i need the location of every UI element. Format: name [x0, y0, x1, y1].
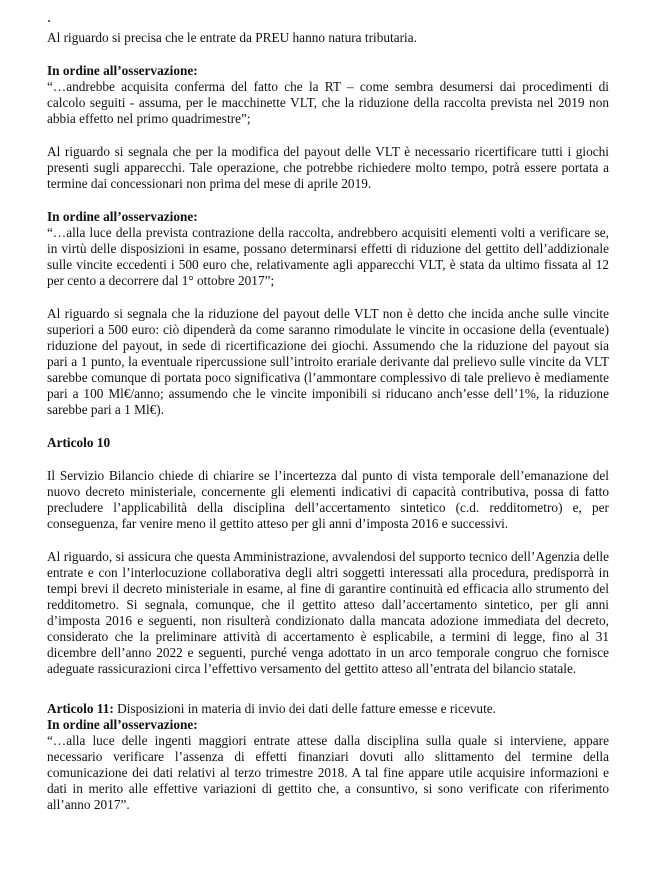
paragraph-redditometro: Al riguardo, si assicura che questa Amministrazione, avvalendosi del supporto tecnico dell’Agenzia delle entrate e con l’interlocuzione collaborativa degli altri soggetti interessati alla procedura, predisporrà in tempi brevi il decreto ministeriale in esame, al fine di garantire continuità ed efficacia allo strumento del redditometro. Si segnala, comunque, che il gettito atteso dall’accertamento sintetico, per gli anni d’imposta 2016 e seguenti, non risulterà condizionato dalla mancata adozione immediata del decreto, considerato che la preliminare attività di accertamento è esplicabile, a termini di legge, fino al 31 dicembre dell’anno 2022 e seguenti, purché venga adottato in un arco temporale congruo che fornisce adeguate rassicurazioni circa l’effettivo versamento del gettito atteso all’entrata del bilancio statale.: [47, 549, 609, 676]
paragraph-payout-vlt: Al riguardo si segnala che per la modifica del payout delle VLT è necessario ricertificare tutti i giochi presenti sugli apparecchi. Tale operazione, che potrebbe richiedere molto tempo, potrà essere portata a termine dai concessionari non prima del mese di aprile 2019.: [47, 144, 609, 191]
article-10-heading: Articolo 10: [47, 435, 111, 450]
observation-heading-2: In ordine all’osservazione:: [47, 209, 198, 224]
observation-heading-1: In ordine all’osservazione:: [47, 63, 198, 78]
article-11-label: Articolo 11:: [47, 701, 114, 716]
observation-quote-3: “…alla luce delle ingenti maggiori entrate attese dalla disciplina sulla quale si interviene, appare necessario verificare l’assenza di effetti finanziari dovuti allo slittamento del termine della comunicazione dei dati relativi al terzo trimestre 2018. A tal fine appare utile acquisire informazioni e dati in merito alle effettive variazioni di gettito che, a consuntivo, si sono verificate con riferimento all’anno 2017”.: [47, 733, 609, 812]
observation-quote-2: “…alla luce della prevista contrazione della raccolta, andrebbero acquisiti elementi volti a verificare se, in virtù delle disposizioni in esame, possano determinarsi effetti di riduzione del gettito dell’addizionale sulle vincite eccedenti i 500 euro che, relativamente agli apparecchi VLT, è stata da ultimo fissata al 12 per cento a decorrere dal 1° ottobre 2017”;: [47, 225, 609, 288]
document-page: [47, 30, 609, 813]
observation-quote-1: “…andrebbe acquisita conferma del fatto che la RT – come sembra desumersi dai procedimenti di calcolo seguiti - assuma, per le macchinette VLT, che la riduzione della raccolta prevista nel 2019 non abbia effetto nel primo quadrimestre”;: [47, 79, 609, 126]
observation-heading-3: In ordine all’osservazione:: [47, 717, 198, 732]
article-11-heading: [47, 701, 609, 717]
paragraph-servizio-bilancio: Il Servizio Bilancio chiede di chiarire se l’incertezza dal punto di vista temporale dell’emanazione del nuovo decreto ministeriale, concernente gli elementi indicativi di capacità contributiva, possa di fatto precludere l’applicabilità della disciplina dell’accertamento sintetico (c.d. redditometro) e, per conseguenza, far venire meno il gettito atteso per gli anni d’imposta 2016 e successivi.: [47, 468, 609, 531]
paragraph-preu: Al riguardo si precisa che le entrate da PREU hanno natura tributaria.: [47, 30, 417, 45]
scan-mark: [48, 20, 50, 22]
paragraph-vincite: Al riguardo si segnala che la riduzione del payout delle VLT non è detto che incida anche sulle vincite superiori a 500 euro: ciò dipenderà da come saranno rimodulate le vincite in occasione della (eventuale) riduzione del payout, in sede di ricertificazione dei giochi. Assumendo che la riduzione del payout sia pari a 1 punto, la eventuale ripercussione sull’introito erariale derivante dal prelievo sulle vincite da VLT sarebbe comunque di portata poco significativa (l’ammontare complessivo di tale prelievo è mediamente pari a 100 Ml€/anno; assumendo che le vincite imponibili si riducano anch’esse dell’1%, la riduzione sarebbe pari a 1 Ml€).: [47, 306, 609, 417]
article-11-title: Disposizioni in materia di invio dei dati delle fatture emesse e ricevute.: [113, 701, 497, 716]
